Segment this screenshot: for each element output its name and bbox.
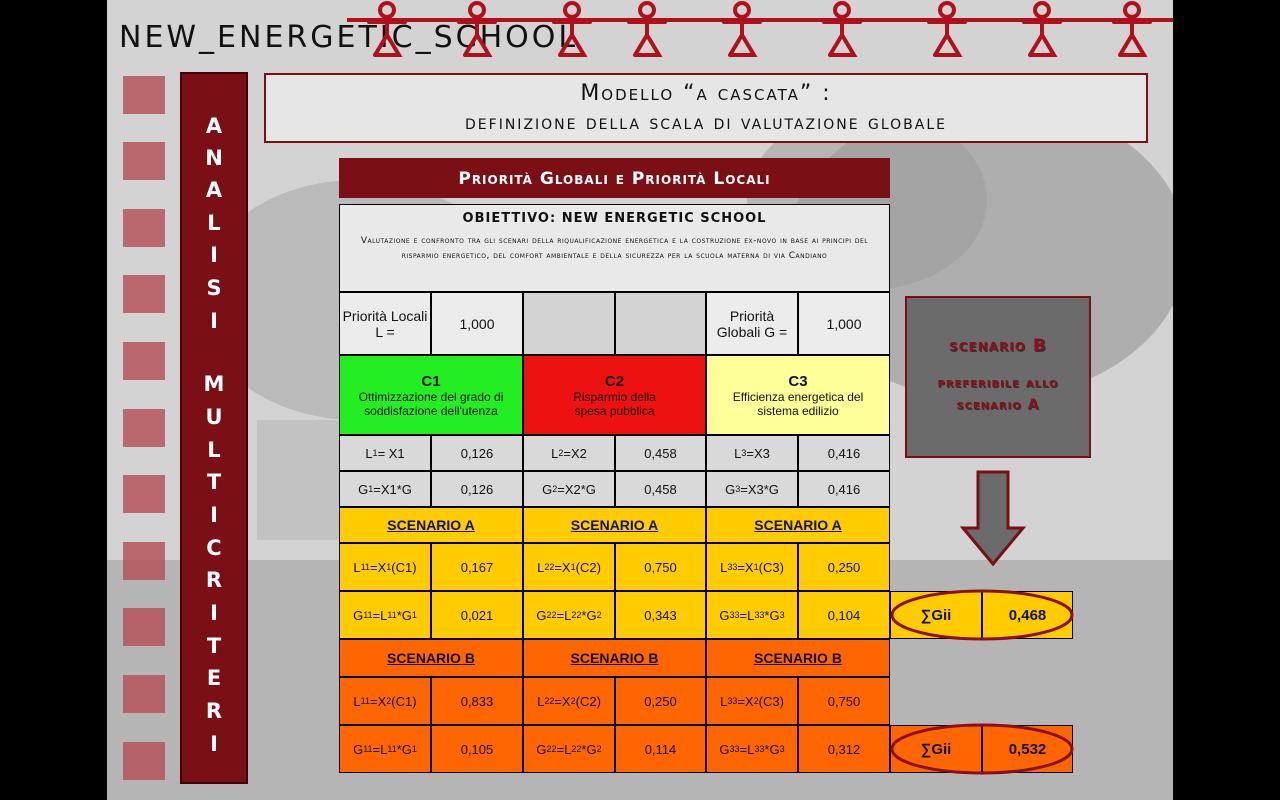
side-label-char: S (206, 276, 222, 300)
criterion-desc: Ottimizzazione del grado di soddisfazione dell'utenza (358, 389, 504, 418)
down-arrow-icon (960, 470, 1026, 568)
side-label-char: I (210, 732, 218, 756)
scenario-b-local-value: 0,833 (431, 677, 523, 725)
side-label-char: L (207, 438, 221, 462)
scenario-b-global-label: G 11 =L 11 *G 1 (339, 725, 431, 773)
global-priority-label: Priorità Globali G = (706, 292, 798, 355)
scenario-a-local-value: 0,167 (431, 543, 523, 591)
scenario-a-local-label: L 22 =X 1 (C2) (523, 543, 615, 591)
scenario-b-local-label: L 22 =X 2 (C2) (523, 677, 615, 725)
decor-square (123, 76, 165, 114)
criterion-desc: Risparmio della spesa pubblica (573, 389, 656, 418)
decor-square (123, 675, 165, 713)
scenario-b-global-label: G 22 =L 22 *G 2 (523, 725, 615, 773)
people-figures-decoration (347, 0, 1173, 60)
objective-title: OBIETTIVO: NEW ENERGETIC SCHOOL (462, 211, 767, 226)
local-priority-value: 1,000 (431, 292, 523, 355)
scenario-a-heading: SCENARIO A (339, 507, 523, 543)
global-weight-label: G 1 =X1*G (339, 471, 431, 507)
scenario-a-local-label: L 33 =X 1 (C3) (706, 543, 798, 591)
decor-square (123, 608, 165, 646)
scenario-b-local-label: L 11 =X 2 (C1) (339, 677, 431, 725)
criterion-code: C3 (788, 372, 808, 390)
empty-cell (615, 292, 706, 355)
global-weight-label: G 2 =X2*G (523, 471, 615, 507)
side-label-char: I (210, 601, 218, 625)
local-weight-value: 0,126 (431, 435, 523, 471)
scenario-a-local-value: 0,250 (798, 543, 890, 591)
scenario-a-global-label: G 33 =L 33 *G 3 (706, 591, 798, 639)
side-label-char: E (206, 666, 222, 690)
side-label-bar (180, 72, 248, 784)
decor-square (123, 542, 165, 580)
side-label-char: A (205, 178, 223, 202)
decor-square (123, 475, 165, 513)
criterion-c3 (706, 355, 890, 435)
scenario-a-global-value: 0,343 (615, 591, 706, 639)
side-label-char: L (207, 211, 221, 235)
scenario-a-heading: SCENARIO A (706, 507, 890, 543)
page-title: NEW_ENERGETIC_SCHOOL (119, 20, 579, 55)
decor-square (123, 209, 165, 247)
objective-text: Valutazione e confronto tra gli scenari della riqualificazione energetica e la costruzione ex-novo in base ai principi del risparmio energetico, del comfort ambientale e della sicurezza per la scuola materna di via Candiano (360, 236, 869, 261)
criterion-c2 (523, 355, 706, 435)
side-label-char: R (205, 568, 223, 592)
empty-cell (523, 292, 615, 355)
local-priority-label: Priorità Locali L = (339, 292, 431, 355)
scenario-b-sum-value: 0,532 (982, 725, 1073, 773)
criterion-code: C2 (604, 372, 625, 390)
local-weight-label: L 1 = X1 (339, 435, 431, 471)
global-weight-value: 0,458 (615, 471, 706, 507)
model-title-box (264, 73, 1148, 143)
side-label-char: T (206, 634, 222, 658)
scenario-a-local-value: 0,750 (615, 543, 706, 591)
local-weight-label: L 2 =X2 (523, 435, 615, 471)
side-label-char: I (210, 309, 218, 333)
side-label-char: M (203, 372, 225, 396)
local-weight-value: 0,458 (615, 435, 706, 471)
result-title: scenario B (949, 336, 1047, 356)
scenario-b-global-label: G 33 =L 33 *G 3 (706, 725, 798, 773)
scenario-a-sum-value: 0,468 (982, 591, 1073, 639)
local-weight-label: L 3 =X3 (706, 435, 798, 471)
decor-square (123, 275, 165, 313)
local-weight-value: 0,416 (798, 435, 890, 471)
scenario-b-global-value: 0,105 (431, 725, 523, 773)
scenario-a-global-value: 0,021 (431, 591, 523, 639)
scenario-b-sum-label: ∑Gii (890, 725, 982, 773)
scenario-b-heading: SCENARIO B (706, 639, 890, 677)
scenario-a-local-label: L 11 =X 1 (C1) (339, 543, 431, 591)
result-text: preferibile allo scenario A (937, 375, 1059, 413)
scenario-b-global-value: 0,114 (615, 725, 706, 773)
decor-square (123, 742, 165, 780)
scenario-a-global-label: G 11 =L 11 *G 1 (339, 591, 431, 639)
model-subtitle: definizione della scala di valutazione globale (465, 110, 947, 134)
criterion-c1 (339, 355, 523, 435)
scenario-b-local-value: 0,250 (615, 677, 706, 725)
scenario-b-global-value: 0,312 (798, 725, 890, 773)
criterion-code: C1 (421, 372, 441, 390)
scenario-a-heading: SCENARIO A (523, 507, 706, 543)
side-label-char: C (206, 536, 222, 560)
table-header: Priorità Globali e Priorità Locali (339, 158, 890, 198)
model-title: Modello “a cascata” : (580, 81, 832, 106)
scenario-b-heading: SCENARIO B (339, 639, 523, 677)
side-label-char: N (205, 146, 223, 170)
global-weight-value: 0,416 (798, 471, 890, 507)
scenario-b-local-value: 0,750 (798, 677, 890, 725)
result-box (905, 296, 1091, 458)
criterion-desc: Efficienza energetica del sistema edilizio (732, 389, 864, 418)
side-label-char: U (205, 405, 223, 429)
scenario-b-heading: SCENARIO B (523, 639, 706, 677)
scenario-b-local-label: L 33 =X 2 (C3) (706, 677, 798, 725)
scenario-a-global-value: 0,104 (798, 591, 890, 639)
decor-square (123, 409, 165, 447)
objective-cell (339, 204, 890, 292)
side-label-char: R (205, 699, 223, 723)
side-label-char: T (206, 470, 222, 494)
scenario-a-global-label: G 22 =L 22 *G 2 (523, 591, 615, 639)
decor-square (123, 342, 165, 380)
side-label-char: I (210, 243, 218, 267)
global-weight-value: 0,126 (431, 471, 523, 507)
global-priority-value: 1,000 (798, 292, 890, 355)
decor-square (123, 142, 165, 180)
side-label-char: I (210, 503, 218, 527)
side-label-char: A (205, 114, 223, 138)
slide (107, 0, 1173, 800)
global-weight-label: G 3 =X3*G (706, 471, 798, 507)
scenario-a-sum-label: ∑Gii (890, 591, 982, 639)
